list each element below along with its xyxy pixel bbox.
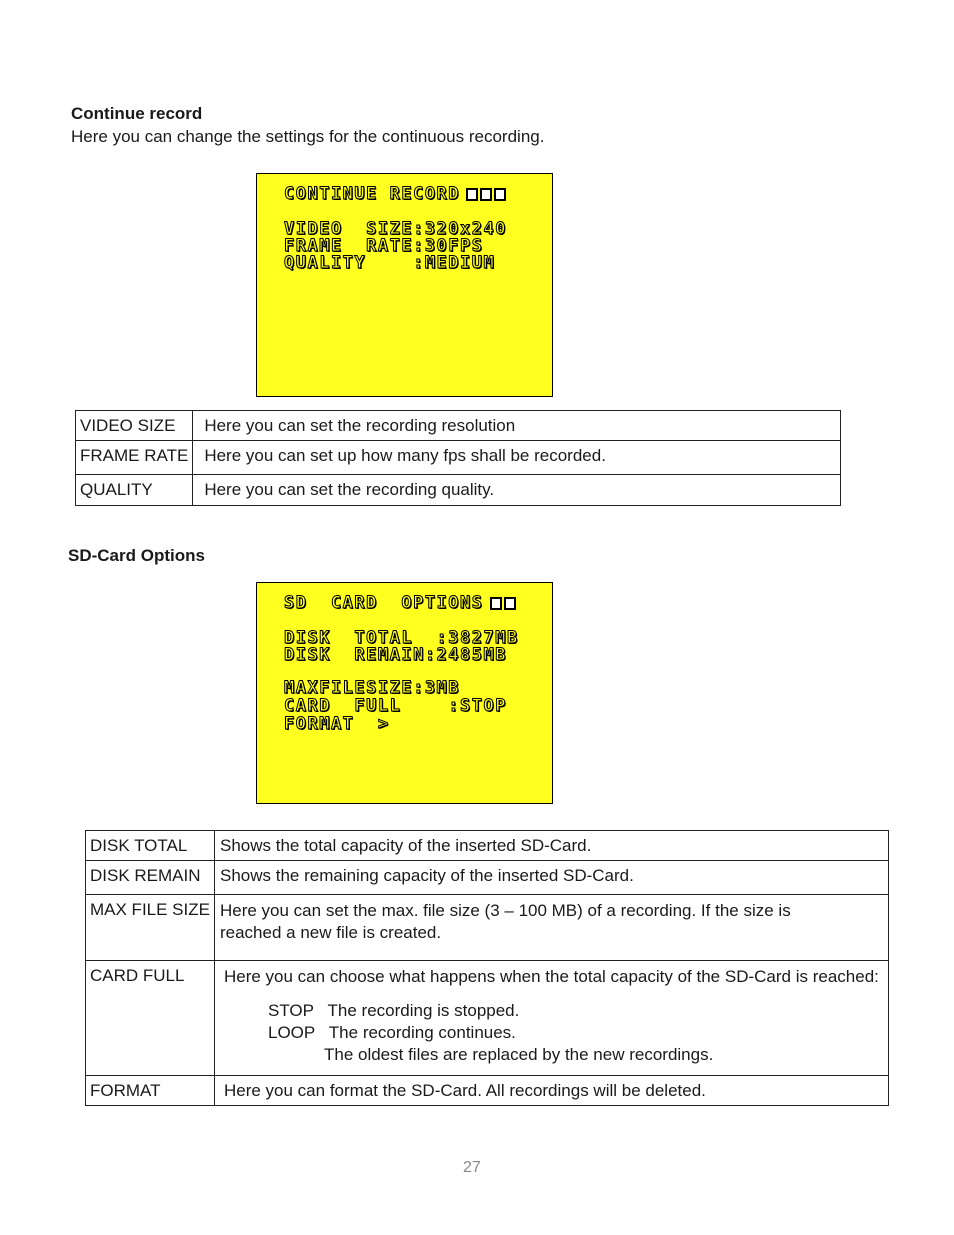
table-value [214, 895, 888, 961]
table-key: DISK REMAIN [86, 861, 215, 895]
table-value: Shows the total capacity of the inserted SD-Card. [214, 831, 888, 861]
page-number: 27 [463, 1159, 481, 1176]
table-key: FORMAT [86, 1076, 215, 1106]
table-key: MAX FILE SIZE [86, 895, 215, 961]
value-line: Here you can choose what happens when the total capacity of the SD-Card is reached: [223, 967, 879, 986]
section-heading-continue-record: Continue record [71, 104, 203, 123]
table-value: Here you can set the recording quality. [193, 475, 841, 506]
sd-card-options-table [85, 830, 889, 1106]
table-row [86, 861, 889, 895]
option-name: LOOP [267, 1023, 315, 1042]
option-desc: The recording is stopped. [327, 1001, 520, 1020]
table-value: Here you can format the SD-Card. All recordings will be deleted. [214, 1076, 888, 1106]
table-value: Here you can set up how many fps shall be recorded. [193, 441, 841, 475]
option-row-loop [224, 1022, 884, 1044]
table-key: CARD FULL [86, 961, 215, 1076]
table-value: Shows the remaining capacity of the inserted SD-Card. [214, 861, 888, 895]
osd-line-card-full: CARD FULL :STOP [284, 696, 507, 716]
osd-line-frame-rate: FRAME RATE:30FPS [284, 236, 484, 256]
value-line: Here you can set the max. file size (3 – 100 MB) of a recording. If the size is [219, 901, 791, 920]
value-line: reached a new file is created. [219, 923, 442, 942]
option-name: STOP [267, 1001, 314, 1020]
table-key: QUALITY [76, 475, 193, 506]
section-intro-text: Here you can change the settings for the continuous recording. [71, 127, 545, 146]
osd-title-line [284, 184, 508, 206]
table-row [86, 1076, 889, 1106]
osd-screen-continue-record [256, 173, 553, 397]
table-row [86, 895, 889, 961]
table-key: DISK TOTAL [86, 831, 215, 861]
continue-record-settings-table [75, 410, 841, 506]
osd-box-icons [490, 595, 518, 615]
osd-line-format: FORMAT > [284, 714, 390, 734]
table-value [214, 961, 888, 1076]
osd-title: CONTINUE RECORD [284, 184, 461, 204]
option-extra-line: The oldest files are replaced by the new recordings. [323, 1045, 714, 1064]
osd-box-icons [466, 186, 508, 206]
table-row [76, 441, 841, 475]
table-key: VIDEO SIZE [76, 411, 193, 441]
osd-line-video-size: VIDEO SIZE:320x240 [284, 219, 507, 239]
osd-line-max-file-size: MAXFILESIZE:3MB [284, 678, 461, 698]
table-row [86, 831, 889, 861]
table-row [76, 475, 841, 506]
table-value: Here you can set the recording resolution [193, 411, 841, 441]
section-heading-sd-card-options: SD-Card Options [68, 546, 205, 565]
osd-line-disk-total: DISK TOTAL :3827MB [284, 628, 519, 648]
osd-title: SD CARD OPTIONS [284, 593, 484, 613]
osd-title-line [284, 593, 518, 615]
option-row-stop [224, 1000, 884, 1022]
osd-line-disk-remain: DISK REMAIN:2485MB [284, 645, 507, 665]
osd-screen-sd-card-options [256, 582, 553, 804]
table-row [76, 411, 841, 441]
option-desc: The recording continues. [328, 1023, 516, 1042]
osd-line-quality: QUALITY :MEDIUM [284, 253, 496, 273]
table-row [86, 961, 889, 1076]
table-key: FRAME RATE [76, 441, 193, 475]
